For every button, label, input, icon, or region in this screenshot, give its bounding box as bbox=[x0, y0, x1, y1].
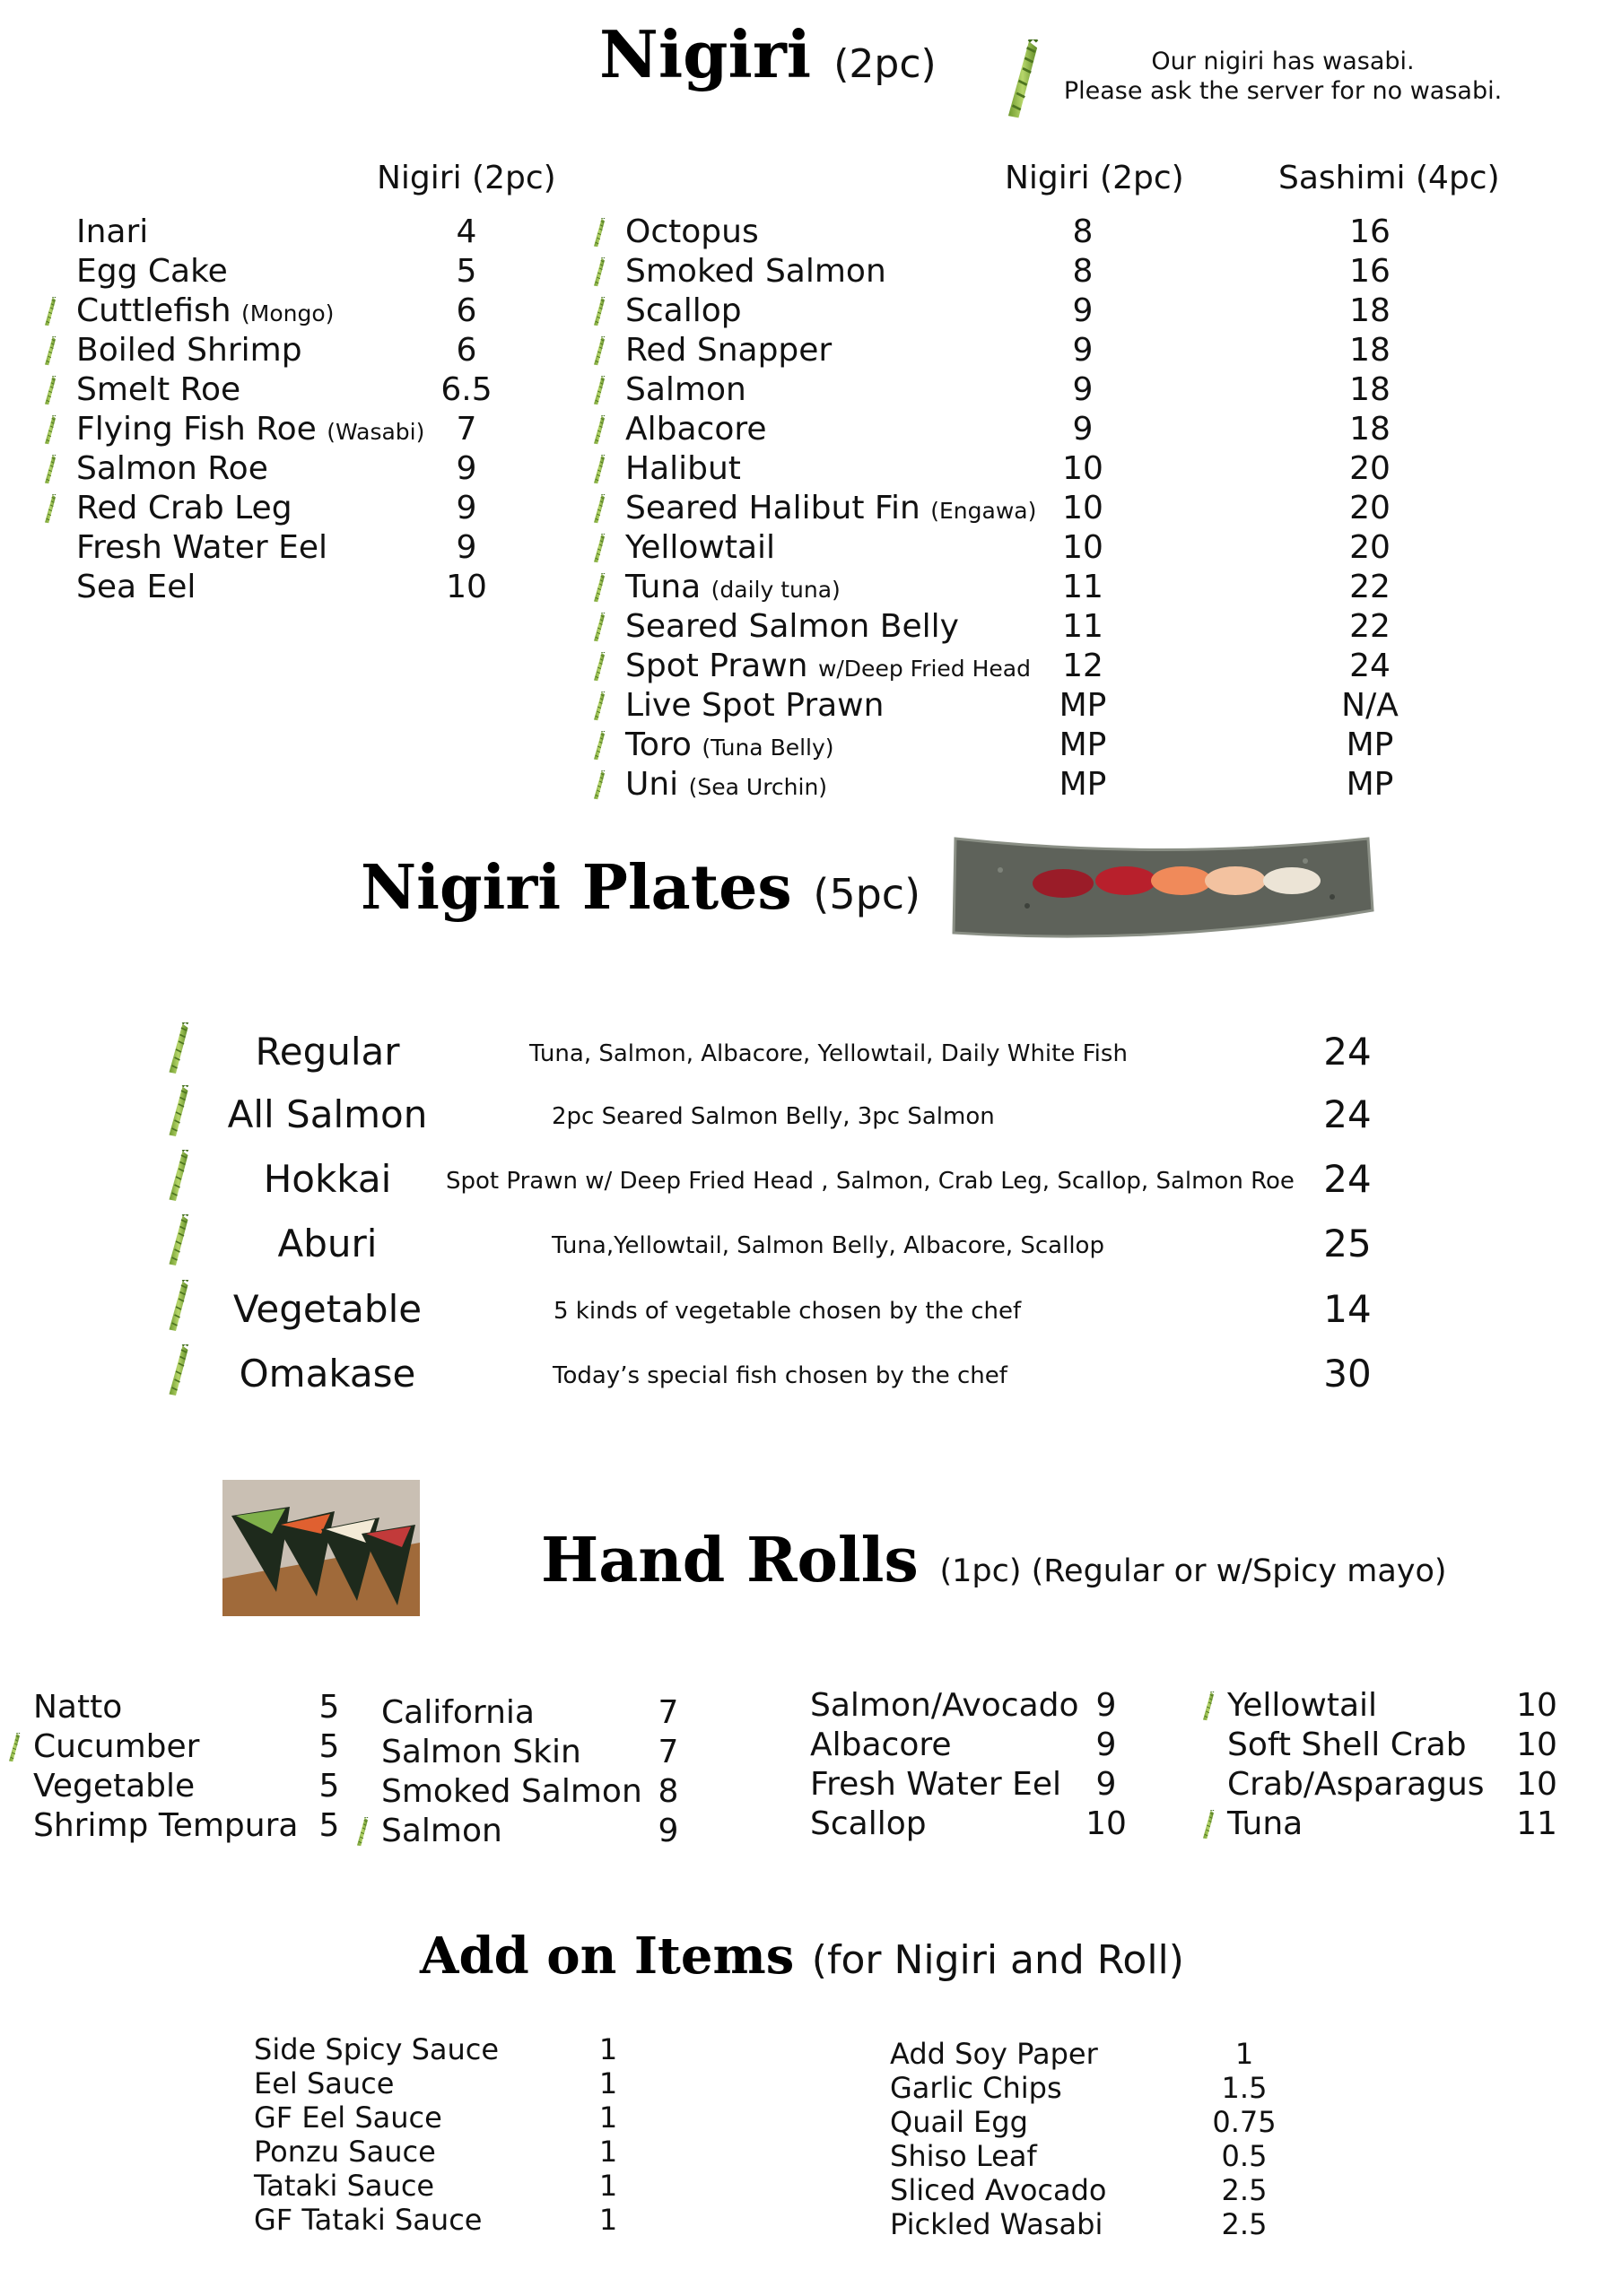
addon-row bbox=[254, 2100, 631, 2135]
plate-description: Tuna, Salmon, Albacore, Yellowtail, Daily White Fish bbox=[529, 1040, 1128, 1067]
handroll-price: 9 bbox=[1095, 1726, 1117, 1763]
handroll-name: Fresh Water Eel bbox=[810, 1766, 1062, 1803]
addon-name: Eel Sauce bbox=[254, 2066, 395, 2100]
nigiri-price: 8 bbox=[1072, 213, 1094, 250]
sashimi-price: 18 bbox=[1349, 292, 1391, 329]
nigiri-right-row bbox=[625, 568, 1522, 607]
addon-price: 1.5 bbox=[1221, 2071, 1268, 2105]
handroll-row bbox=[810, 1765, 1169, 1805]
wasabi-icon bbox=[591, 218, 607, 248]
item-name bbox=[625, 331, 832, 370]
wasabi-icon bbox=[591, 534, 607, 564]
sashimi-price: MP bbox=[1346, 726, 1394, 763]
handroll-name: Smoked Salmon bbox=[381, 1773, 642, 1810]
addon-price: 0.75 bbox=[1212, 2105, 1277, 2139]
item-price: 4 bbox=[456, 213, 477, 250]
plates-title-text: Nigiri Plates bbox=[361, 852, 792, 924]
item-name bbox=[76, 489, 292, 528]
item-name-text: Red Crab Leg bbox=[76, 490, 292, 526]
handroll-row bbox=[33, 1727, 392, 1767]
item-name-text: Seared Halibut Fin bbox=[625, 490, 920, 526]
item-name-text: Albacore bbox=[625, 411, 767, 448]
nigiri-title bbox=[599, 16, 937, 92]
sashimi-price: 20 bbox=[1349, 490, 1391, 526]
handroll-price: 5 bbox=[318, 1807, 340, 1844]
item-name-text: Live Spot Prawn bbox=[625, 687, 885, 724]
wasabi-icon bbox=[354, 1817, 371, 1848]
plate-name: Vegetable bbox=[232, 1287, 423, 1331]
handroll-name: Yellowtail bbox=[1227, 1687, 1378, 1724]
item-note: w/Deep Fried Head bbox=[817, 656, 1031, 682]
addon-name: Tataki Sauce bbox=[254, 2169, 435, 2203]
addon-row bbox=[890, 2071, 1303, 2105]
item-name-text: Uni bbox=[625, 766, 679, 803]
handroll-row bbox=[381, 1733, 740, 1772]
item-name bbox=[76, 370, 240, 410]
wasabi-icon bbox=[591, 297, 607, 327]
handroll-price: 5 bbox=[318, 1768, 340, 1805]
item-name bbox=[625, 449, 741, 489]
wasabi-icon bbox=[164, 1150, 193, 1204]
item-name-text: Yellowtail bbox=[625, 529, 776, 566]
addon-row bbox=[254, 2135, 631, 2169]
plate-price: 14 bbox=[1323, 1287, 1372, 1331]
wasabi-note bbox=[1050, 47, 1516, 106]
addon-price: 1 bbox=[598, 2066, 618, 2100]
nigiri-price: 9 bbox=[1072, 332, 1094, 369]
nigiri-left-row bbox=[76, 331, 543, 370]
plate-price: 24 bbox=[1323, 1092, 1372, 1136]
sashimi-price: 16 bbox=[1349, 253, 1391, 290]
nigiri-price: 10 bbox=[1062, 529, 1103, 566]
wasabi-icon bbox=[164, 1085, 193, 1139]
sashimi-price: 24 bbox=[1349, 648, 1391, 684]
item-name bbox=[625, 291, 742, 331]
nigiri-price: 9 bbox=[1072, 292, 1094, 329]
wasabi-icon bbox=[164, 1344, 193, 1398]
wasabi-icon bbox=[42, 455, 58, 485]
handroll-name: Soft Shell Crab bbox=[1227, 1726, 1467, 1763]
addon-price: 1 bbox=[1234, 2037, 1254, 2071]
handroll-price: 5 bbox=[318, 1689, 340, 1726]
wasabi-icon bbox=[1200, 1692, 1216, 1722]
handroll-price: 10 bbox=[1086, 1805, 1127, 1842]
item-name-text: Spot Prawn bbox=[625, 648, 808, 684]
nigiri-price: 9 bbox=[1072, 371, 1094, 408]
plate-name: Aburi bbox=[277, 1222, 378, 1265]
wasabi-icon bbox=[591, 455, 607, 485]
plates-subtitle: (5pc) bbox=[813, 870, 921, 918]
addon-row bbox=[254, 2032, 631, 2066]
item-name bbox=[625, 410, 767, 449]
nigiri-right-header: Nigiri (2pc) bbox=[1005, 160, 1184, 196]
handroll-row bbox=[810, 1726, 1169, 1765]
addon-price: 1 bbox=[598, 2032, 618, 2066]
wasabi-icon bbox=[591, 652, 607, 683]
item-note: (Engawa) bbox=[930, 498, 1037, 524]
wasabi-note-line2: Please ask the server for no wasabi. bbox=[1063, 77, 1503, 105]
addons-title bbox=[420, 1926, 1184, 1986]
addon-price: 0.5 bbox=[1221, 2139, 1268, 2173]
wasabi-icon bbox=[591, 573, 607, 604]
sashimi-price: 16 bbox=[1349, 213, 1391, 250]
addon-name: Garlic Chips bbox=[890, 2071, 1062, 2105]
plate-price: 24 bbox=[1323, 1157, 1372, 1201]
sashimi-price: 18 bbox=[1349, 332, 1391, 369]
nigiri-right-row bbox=[625, 607, 1522, 647]
wasabi-icon bbox=[42, 336, 58, 367]
item-name-text: Tuna bbox=[625, 569, 702, 605]
item-name bbox=[76, 568, 196, 607]
handroll-row bbox=[381, 1772, 740, 1812]
handrolls-title-text: Hand Rolls bbox=[541, 1525, 919, 1596]
handroll-price: 10 bbox=[1516, 1687, 1557, 1724]
item-name-text: Flying Fish Roe bbox=[76, 411, 317, 448]
item-price: 6.5 bbox=[440, 371, 493, 408]
handroll-row bbox=[1227, 1805, 1586, 1844]
handroll-price: 10 bbox=[1516, 1726, 1557, 1763]
nigiri-left-row bbox=[76, 568, 543, 607]
nigiri-price: MP bbox=[1059, 726, 1107, 763]
handroll-name: Scallop bbox=[810, 1805, 927, 1842]
wasabi-icon bbox=[42, 494, 58, 525]
handroll-name: Cucumber bbox=[33, 1728, 200, 1765]
addon-row bbox=[890, 2105, 1303, 2139]
nigiri-right-row bbox=[625, 331, 1522, 370]
item-name-text: Red Snapper bbox=[625, 332, 833, 369]
addon-price: 1 bbox=[598, 2135, 618, 2169]
sashimi-price: 20 bbox=[1349, 529, 1391, 566]
item-name-text: Toro bbox=[625, 726, 692, 763]
item-name bbox=[76, 449, 268, 489]
wasabi-icon bbox=[1200, 1810, 1216, 1840]
nigiri-right-row bbox=[625, 291, 1522, 331]
handroll-row bbox=[381, 1693, 740, 1733]
handroll-price: 9 bbox=[1095, 1766, 1117, 1803]
sashimi-price: 20 bbox=[1349, 450, 1391, 487]
addon-price: 2.5 bbox=[1221, 2207, 1268, 2241]
wasabi-icon bbox=[591, 336, 607, 367]
item-name-text: Smelt Roe bbox=[76, 371, 241, 408]
addon-row bbox=[254, 2203, 631, 2237]
nigiri-left-row bbox=[76, 252, 543, 291]
item-name-text: Boiled Shrimp bbox=[76, 332, 302, 369]
item-name bbox=[76, 528, 327, 568]
item-name bbox=[76, 213, 148, 252]
item-name bbox=[625, 607, 959, 647]
addon-name: Pickled Wasabi bbox=[890, 2207, 1103, 2241]
item-name bbox=[625, 647, 1031, 689]
hand-roll-photo bbox=[222, 1480, 420, 1616]
plate-price: 24 bbox=[1323, 1030, 1372, 1074]
item-name-text: Inari bbox=[76, 213, 149, 250]
nigiri-price: MP bbox=[1059, 766, 1107, 803]
item-price: 6 bbox=[456, 332, 477, 369]
item-price: 9 bbox=[456, 529, 477, 566]
item-name bbox=[76, 291, 334, 334]
plates-title bbox=[361, 852, 920, 924]
addon-name: Shiso Leaf bbox=[890, 2139, 1037, 2173]
handroll-row bbox=[381, 1812, 740, 1851]
item-name bbox=[625, 252, 886, 291]
addon-row bbox=[890, 2207, 1303, 2241]
addon-name: GF Eel Sauce bbox=[254, 2100, 442, 2135]
sashimi-price: N/A bbox=[1341, 687, 1399, 724]
item-name bbox=[76, 252, 228, 291]
handroll-price: 7 bbox=[658, 1734, 679, 1770]
addons-subtitle: (for Nigiri and Roll) bbox=[811, 1937, 1184, 1983]
item-name-text: Smoked Salmon bbox=[625, 253, 886, 290]
wasabi-icon bbox=[42, 376, 58, 406]
nigiri-price: MP bbox=[1059, 687, 1107, 724]
handroll-price: 10 bbox=[1516, 1766, 1557, 1803]
nigiri-subtitle: (2pc) bbox=[833, 41, 937, 87]
addon-name: Ponzu Sauce bbox=[254, 2135, 436, 2169]
nigiri-left-row bbox=[76, 489, 543, 528]
item-name-text: Sea Eel bbox=[76, 569, 196, 605]
nigiri-right-row bbox=[625, 765, 1522, 804]
item-name-text: Cuttlefish bbox=[76, 292, 231, 329]
handroll-row bbox=[1227, 1726, 1586, 1765]
addon-name: Quail Egg bbox=[890, 2105, 1028, 2139]
sashimi-price: 18 bbox=[1349, 371, 1391, 408]
plate-description: 2pc Seared Salmon Belly, 3pc Salmon bbox=[552, 1103, 995, 1130]
wasabi-icon bbox=[6, 1733, 22, 1763]
handroll-price: 8 bbox=[658, 1773, 679, 1810]
handroll-row bbox=[1227, 1686, 1586, 1726]
handroll-price: 5 bbox=[318, 1728, 340, 1765]
handrolls-title bbox=[541, 1525, 1447, 1596]
nigiri-price: 11 bbox=[1062, 608, 1103, 645]
handroll-price: 7 bbox=[658, 1694, 679, 1731]
item-name bbox=[625, 528, 775, 568]
handroll-row bbox=[33, 1688, 392, 1727]
item-name bbox=[625, 568, 841, 610]
nigiri-left-row bbox=[76, 291, 543, 331]
handroll-price: 11 bbox=[1516, 1805, 1557, 1842]
plate-name: All Salmon bbox=[227, 1092, 428, 1136]
item-note: (daily tuna) bbox=[711, 577, 841, 603]
plate-description: Spot Prawn w/ Deep Fried Head , Salmon, Crab Leg, Scallop, Salmon Roe bbox=[446, 1168, 1295, 1195]
handroll-name: Shrimp Tempura bbox=[33, 1807, 299, 1844]
addon-row bbox=[890, 2139, 1303, 2173]
wasabi-icon bbox=[591, 494, 607, 525]
handroll-name: Salmon/Avocado bbox=[810, 1687, 1079, 1724]
nigiri-price: 9 bbox=[1072, 411, 1094, 448]
item-name bbox=[625, 726, 834, 768]
plate-price: 30 bbox=[1323, 1352, 1372, 1396]
addon-row bbox=[890, 2173, 1303, 2207]
sashimi-price: 22 bbox=[1349, 608, 1391, 645]
item-name-text: Egg Cake bbox=[76, 253, 228, 290]
addon-row bbox=[254, 2169, 631, 2203]
handroll-row bbox=[810, 1686, 1169, 1726]
addon-name: Add Soy Paper bbox=[890, 2037, 1098, 2071]
nigiri-left-row bbox=[76, 528, 543, 568]
nigiri-right-row bbox=[625, 410, 1522, 449]
plate-name: Omakase bbox=[239, 1352, 416, 1396]
nigiri-plate-photo bbox=[946, 834, 1377, 955]
item-name-text: Octopus bbox=[625, 213, 759, 250]
handroll-row bbox=[1227, 1765, 1586, 1805]
addon-name: GF Tataki Sauce bbox=[254, 2203, 483, 2237]
wasabi-icon bbox=[42, 415, 58, 446]
wasabi-icon bbox=[591, 691, 607, 722]
item-note: (Mongo) bbox=[241, 300, 335, 326]
addons-title-text: Add on Items bbox=[420, 1926, 795, 1986]
sashimi-price: 18 bbox=[1349, 411, 1391, 448]
addon-price: 1 bbox=[598, 2169, 618, 2203]
nigiri-price: 8 bbox=[1072, 253, 1094, 290]
item-price: 7 bbox=[456, 411, 477, 448]
item-name-text: Salmon Roe bbox=[76, 450, 268, 487]
sashimi-price: MP bbox=[1346, 766, 1394, 803]
wasabi-icon bbox=[164, 1280, 193, 1334]
nigiri-right-row bbox=[625, 686, 1522, 726]
item-name bbox=[625, 686, 884, 726]
addon-price: 1 bbox=[598, 2100, 618, 2135]
item-name-text: Fresh Water Eel bbox=[76, 529, 328, 566]
item-name bbox=[76, 410, 424, 452]
item-name-text: Seared Salmon Belly bbox=[625, 608, 959, 645]
wasabi-icon bbox=[591, 613, 607, 643]
plate-description: 5 kinds of vegetable chosen by the chef bbox=[554, 1298, 1022, 1325]
wasabi-icon bbox=[591, 415, 607, 446]
wasabi-icon bbox=[591, 257, 607, 288]
handroll-row bbox=[33, 1767, 392, 1806]
plate-name: Hokkai bbox=[263, 1157, 392, 1201]
handroll-name: Salmon bbox=[381, 1813, 502, 1849]
plate-description: Tuna,Yellowtail, Salmon Belly, Albacore, Scallop bbox=[552, 1232, 1104, 1259]
handroll-name: Crab/Asparagus bbox=[1227, 1766, 1485, 1803]
item-name bbox=[625, 489, 1036, 531]
addon-row bbox=[254, 2066, 631, 2100]
item-note: (Tuna Belly) bbox=[702, 735, 834, 761]
handroll-name: Tuna bbox=[1227, 1805, 1303, 1842]
nigiri-left-row bbox=[76, 410, 543, 449]
item-name-text: Halibut bbox=[625, 450, 741, 487]
wasabi-icon bbox=[42, 297, 58, 327]
wasabi-icon bbox=[591, 731, 607, 761]
nigiri-right-row bbox=[625, 647, 1522, 686]
handroll-name: Natto bbox=[33, 1689, 123, 1726]
nigiri-right-row bbox=[625, 489, 1522, 528]
wasabi-icon bbox=[164, 1214, 193, 1268]
plate-name: Regular bbox=[255, 1030, 400, 1074]
item-note: (Sea Urchin) bbox=[688, 774, 828, 800]
handroll-name: California bbox=[381, 1694, 535, 1731]
nigiri-right-row bbox=[625, 528, 1522, 568]
handroll-name: Salmon Skin bbox=[381, 1734, 581, 1770]
handroll-price: 9 bbox=[1095, 1687, 1117, 1724]
wasabi-note-line1: Our nigiri has wasabi. bbox=[1151, 48, 1415, 75]
plate-price: 25 bbox=[1323, 1222, 1372, 1265]
nigiri-right-row bbox=[625, 370, 1522, 410]
item-note: (Wasabi) bbox=[327, 419, 425, 445]
item-name-text: Salmon bbox=[625, 371, 746, 408]
nigiri-right-row bbox=[625, 252, 1522, 291]
addon-name: Side Spicy Sauce bbox=[254, 2032, 500, 2066]
item-price: 9 bbox=[456, 450, 477, 487]
nigiri-left-row bbox=[76, 213, 543, 252]
item-price: 9 bbox=[456, 490, 477, 526]
handroll-name: Vegetable bbox=[33, 1768, 196, 1805]
nigiri-price: 11 bbox=[1062, 569, 1103, 605]
handroll-price: 9 bbox=[658, 1813, 679, 1849]
nigiri-left-row bbox=[76, 449, 543, 489]
item-price: 5 bbox=[456, 253, 477, 290]
handroll-row bbox=[810, 1805, 1169, 1844]
addon-row bbox=[890, 2037, 1303, 2071]
nigiri-right-row bbox=[625, 213, 1522, 252]
nigiri-price: 10 bbox=[1062, 490, 1103, 526]
item-name bbox=[625, 765, 827, 807]
sashimi-price: 22 bbox=[1349, 569, 1391, 605]
addon-price: 2.5 bbox=[1221, 2173, 1268, 2207]
nigiri-left-header: Nigiri (2pc) bbox=[377, 160, 556, 196]
item-name bbox=[625, 213, 759, 252]
wasabi-large-icon bbox=[998, 39, 1048, 122]
item-name bbox=[76, 331, 302, 370]
wasabi-icon bbox=[591, 770, 607, 801]
nigiri-title-text: Nigiri bbox=[599, 16, 812, 92]
handroll-row bbox=[33, 1806, 392, 1846]
plate-description: Today’s special fish chosen by the chef bbox=[553, 1362, 1007, 1389]
wasabi-icon bbox=[164, 1022, 193, 1076]
nigiri-price: 12 bbox=[1062, 648, 1103, 684]
handrolls-subtitle: (1pc) (Regular or w/Spicy mayo) bbox=[939, 1553, 1447, 1589]
nigiri-left-row bbox=[76, 370, 543, 410]
sashimi-right-header: Sashimi (4pc) bbox=[1278, 160, 1500, 196]
addon-price: 1 bbox=[598, 2203, 618, 2237]
wasabi-icon bbox=[591, 376, 607, 406]
item-name-text: Scallop bbox=[625, 292, 742, 329]
item-price: 10 bbox=[446, 569, 487, 605]
addon-name: Sliced Avocado bbox=[890, 2173, 1107, 2207]
handroll-name: Albacore bbox=[810, 1726, 952, 1763]
item-price: 6 bbox=[456, 292, 477, 329]
nigiri-price: 10 bbox=[1062, 450, 1103, 487]
item-name bbox=[625, 370, 746, 410]
nigiri-right-row bbox=[625, 449, 1522, 489]
nigiri-right-row bbox=[625, 726, 1522, 765]
